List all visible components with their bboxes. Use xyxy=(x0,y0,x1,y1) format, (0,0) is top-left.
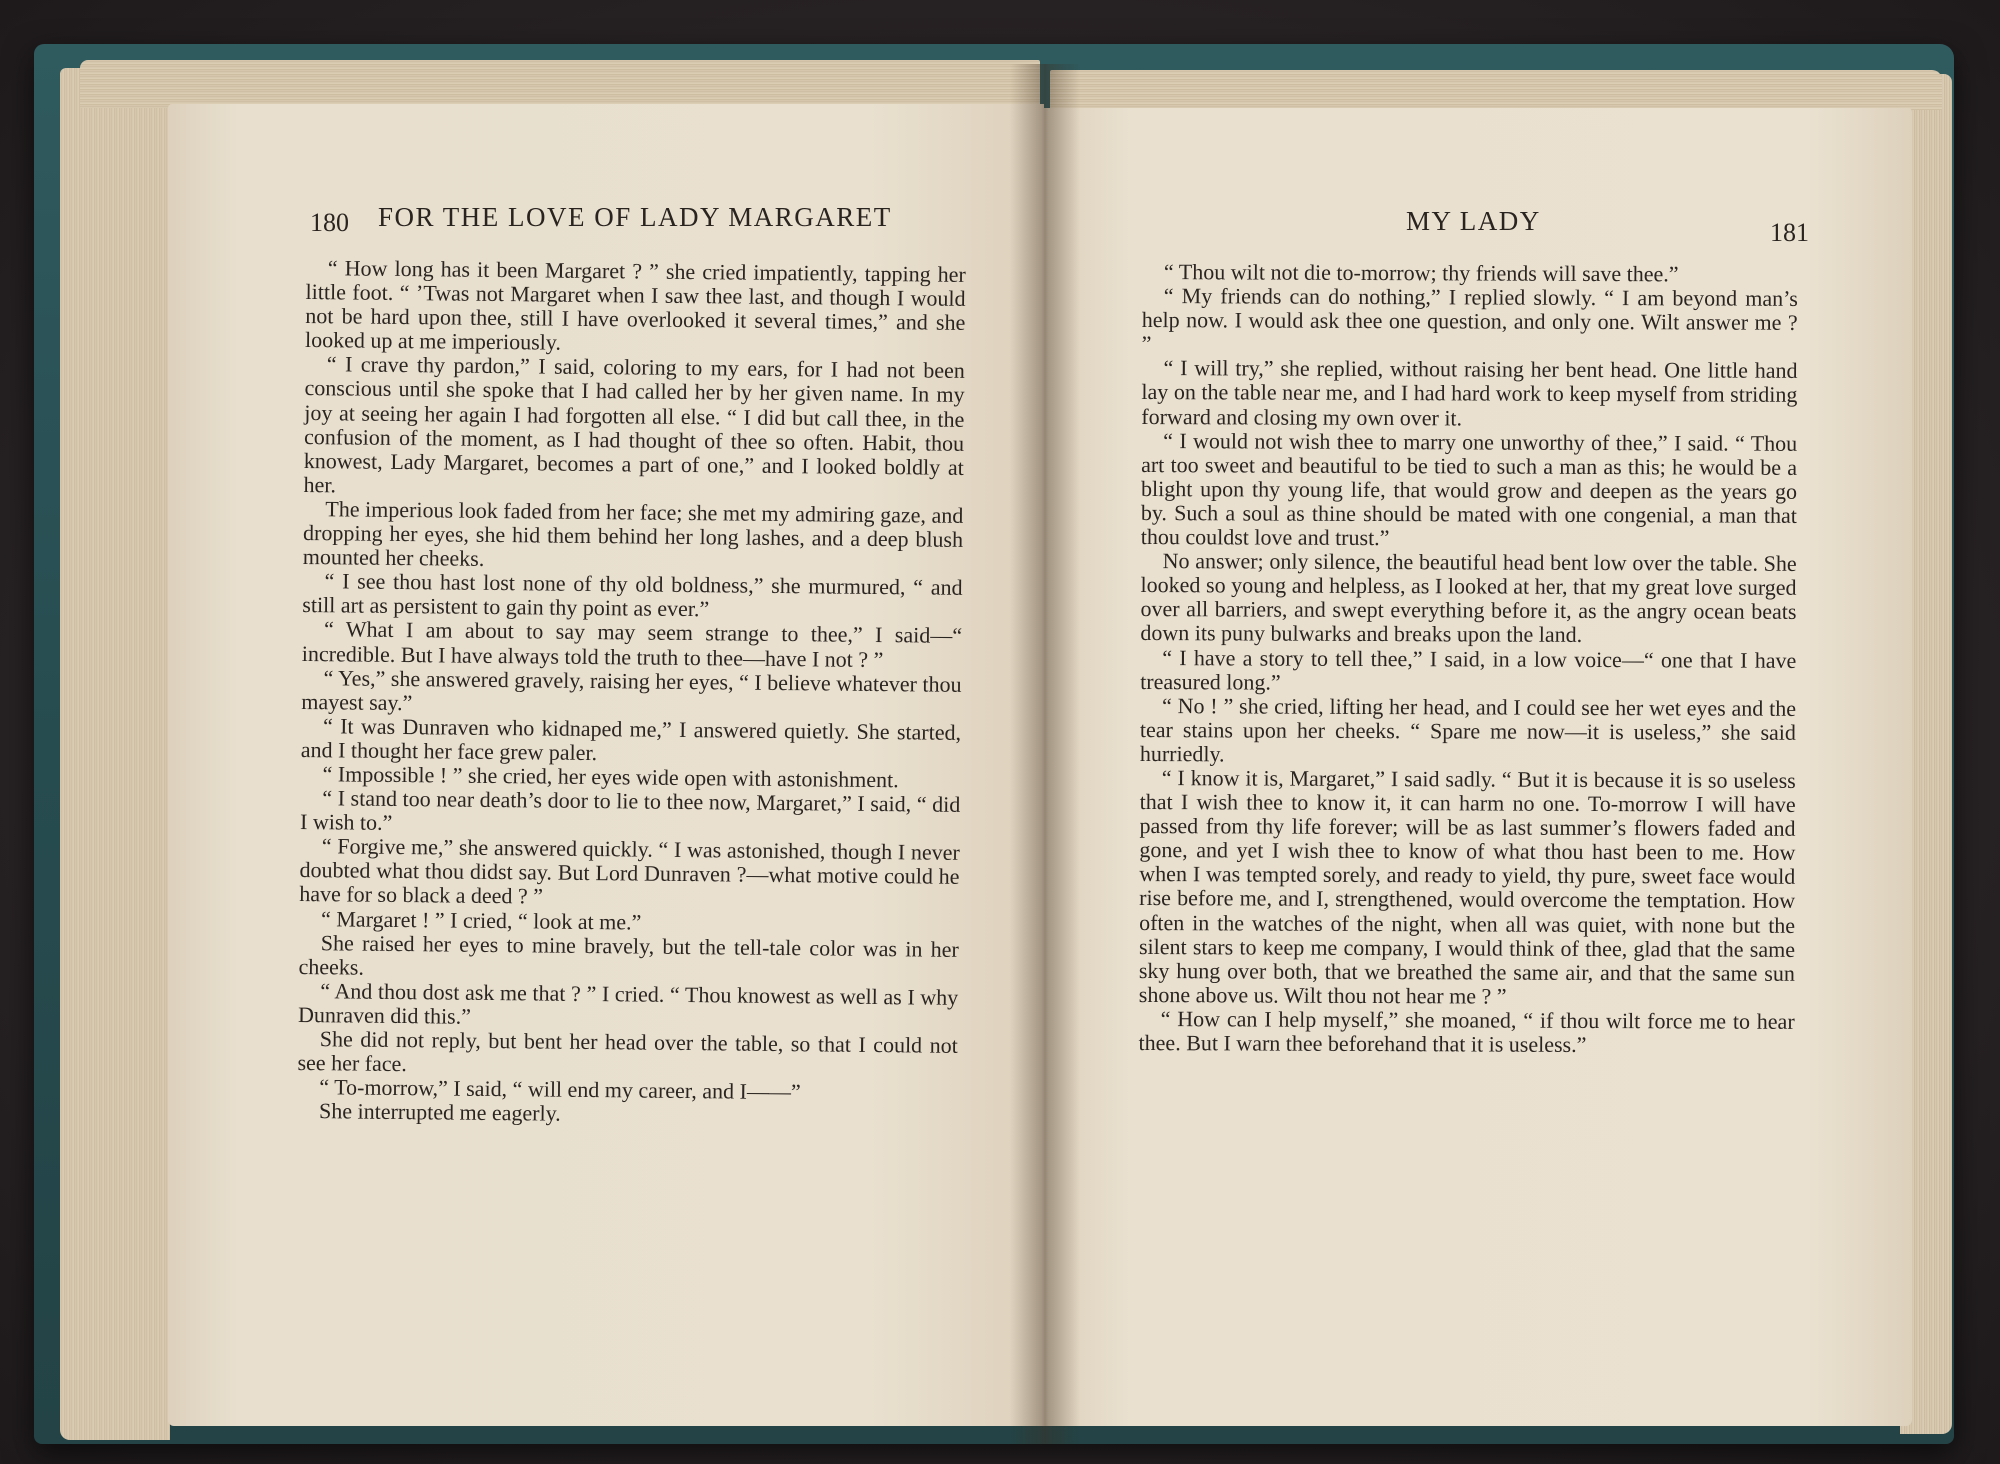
paragraph: She did not reply, but bent her head over the table, so that I could not see her face. xyxy=(297,1026,958,1077)
paragraph: No answer; only silence, the beautiful head bent low over the table. She looked so young and helpless, as I looked at her, that my great love surged over all barriers, and swept everything before it, as the angry ocean beats down its puny bulwarks and breaks upon the land. xyxy=(1140,548,1797,648)
paragraph: “ I know it is, Margaret,” I said sadly. “ But it is because it is so useless that I wish thee to know it, it can harm no one. To-morrow I will have passed from thy life forever; will be as last summer’s flowers faded and gone, and yet I wish thee to know of what thou hast been to me. How when I was tempted sorely, and ready to yield, thy pure, sweet face would rise before me, and I, strengthened, would overcome the temptation. How often in the watches of the night, when all was quiet, with none but the silent stars to keep me company, I would think of thee, glad that the same sky hung over both, that we breathed the same air, and that the same sun shone above us. Wilt thou not hear me ? ” xyxy=(1138,765,1796,1009)
paragraph: “ Forgive me,” she answered quickly. “ I was astonished, though I never doubted what thou didst say. But Lord Dunraven ?—what motive could he have for so black a deed ? ” xyxy=(299,833,960,909)
paragraph: “ I stand too near death’s door to lie to thee now, Margaret,” I said, “ did I wish to.” xyxy=(299,785,961,836)
page-edges-top-right xyxy=(1050,70,1942,110)
paragraph: “ To-morrow,” I said, “ will end my career, and I——” xyxy=(319,1074,801,1105)
paragraph: “ And thou dost ask me that ? ” I cried. “ Thou knowest as well as I why Dunraven did this.” xyxy=(297,978,959,1029)
paragraph: “ Impossible ! ” she cried, her eyes wide open with astonishment. xyxy=(322,761,899,793)
page-edges-left xyxy=(60,68,170,1440)
paragraph: “ I crave thy pardon,” I said, coloring to my ears, for I had not been conscious until she spoke that I had called her by her given name. In my joy at seeing her again I had forgotten all else. “ I did but call thee, in the confusion of the moment, as I had thought of thee so often. Habit, thou knowest, Lady Margaret, becomes a part of one,” and I looked boldly at her. xyxy=(303,351,965,498)
paragraph: “ It was Dunraven who kidnaped me,” I answered quietly. She started, and I thought her face grew paler. xyxy=(300,712,962,765)
running-head: FOR THE LOVE OF LADY MARGARET xyxy=(378,202,892,232)
page-number: 181 xyxy=(1770,218,1809,247)
paragraph: “ Thou wilt not die to-morrow; thy friends will save thee.” xyxy=(1163,259,1679,287)
paragraph: “ Margaret ! ” I cried, “ look at me.” xyxy=(320,905,642,935)
page-body xyxy=(297,256,966,1130)
paragraph: “ No ! ” she cried, lifting her head, and I could see her wet eyes and the tear stains upon her cheeks. “ Spare me now—it is useless,” she said hurriedly. xyxy=(1139,692,1797,767)
paragraph: “ My friends can do nothing,” I replied slowly. “ I am beyond man’s help now. I would ask thee one question, and only one. Wilt answer me ? ” xyxy=(1141,283,1798,357)
paragraph: “ I have a story to tell thee,” I said, in a low voice—“ one that I have treasured long.” xyxy=(1140,644,1797,695)
page-edges-top-left xyxy=(80,60,1040,108)
paragraph: “ How long has it been Margaret ? ” she cried impatiently, tapping her little foot. “ ’Twas not Margaret when I saw thee last, and though I would not be hard upon thee, still I have overlooked it several times,” and she looked up at me imperiously. xyxy=(304,255,966,355)
left-page xyxy=(168,104,1044,1426)
right-page xyxy=(1044,108,1912,1426)
paragraph: She interrupted me eagerly. xyxy=(318,1098,561,1126)
paragraph: “ I would not wish thee to marry one unworthy of thee,” I said. “ Thou art too sweet and beautiful to be tied to such a man as this; he would be a blight upon thy young life, that would grow and deepen as the years go by. Such a soul as thine should be mated with one congenial, a man that thou couldst love and trust.” xyxy=(1140,427,1798,551)
paragraph: She raised her eyes to mine bravely, but the tell-tale color was in her cheeks. xyxy=(298,929,959,980)
paragraph: “ How can I help myself,” she moaned, “ if thou wilt force me to hear thee. But I warn thee beforehand that it is useless.” xyxy=(1138,1005,1795,1057)
paragraph: The imperious look faded from her face; she met my admiring gaze, and dropping her eyes, she hid them behind her long lashes, and a deep blush mounted her cheeks. xyxy=(302,496,964,572)
paragraph: “ I will try,” she replied, without raising her bent head. One little hand lay on the table near me, and I had hard work to keep myself from striding forward and closing my own over it. xyxy=(1141,355,1798,430)
paragraph: “ Yes,” she answered gravely, raising her eyes, “ I believe whatever thou mayest say.” xyxy=(301,664,962,715)
paragraph: “ I see thou hast lost none of thy old boldness,” she murmured, “ and still art as persistent to gain thy point as ever.” xyxy=(302,568,963,622)
page-number: 180 xyxy=(310,208,349,237)
running-head: MY LADY xyxy=(1406,206,1541,236)
paragraph: “ What I am about to say may seem strange to thee,” I said—“ incredible. But I have always told the truth to thee—have I not ? ” xyxy=(301,616,963,672)
page-body xyxy=(1139,260,1798,1058)
